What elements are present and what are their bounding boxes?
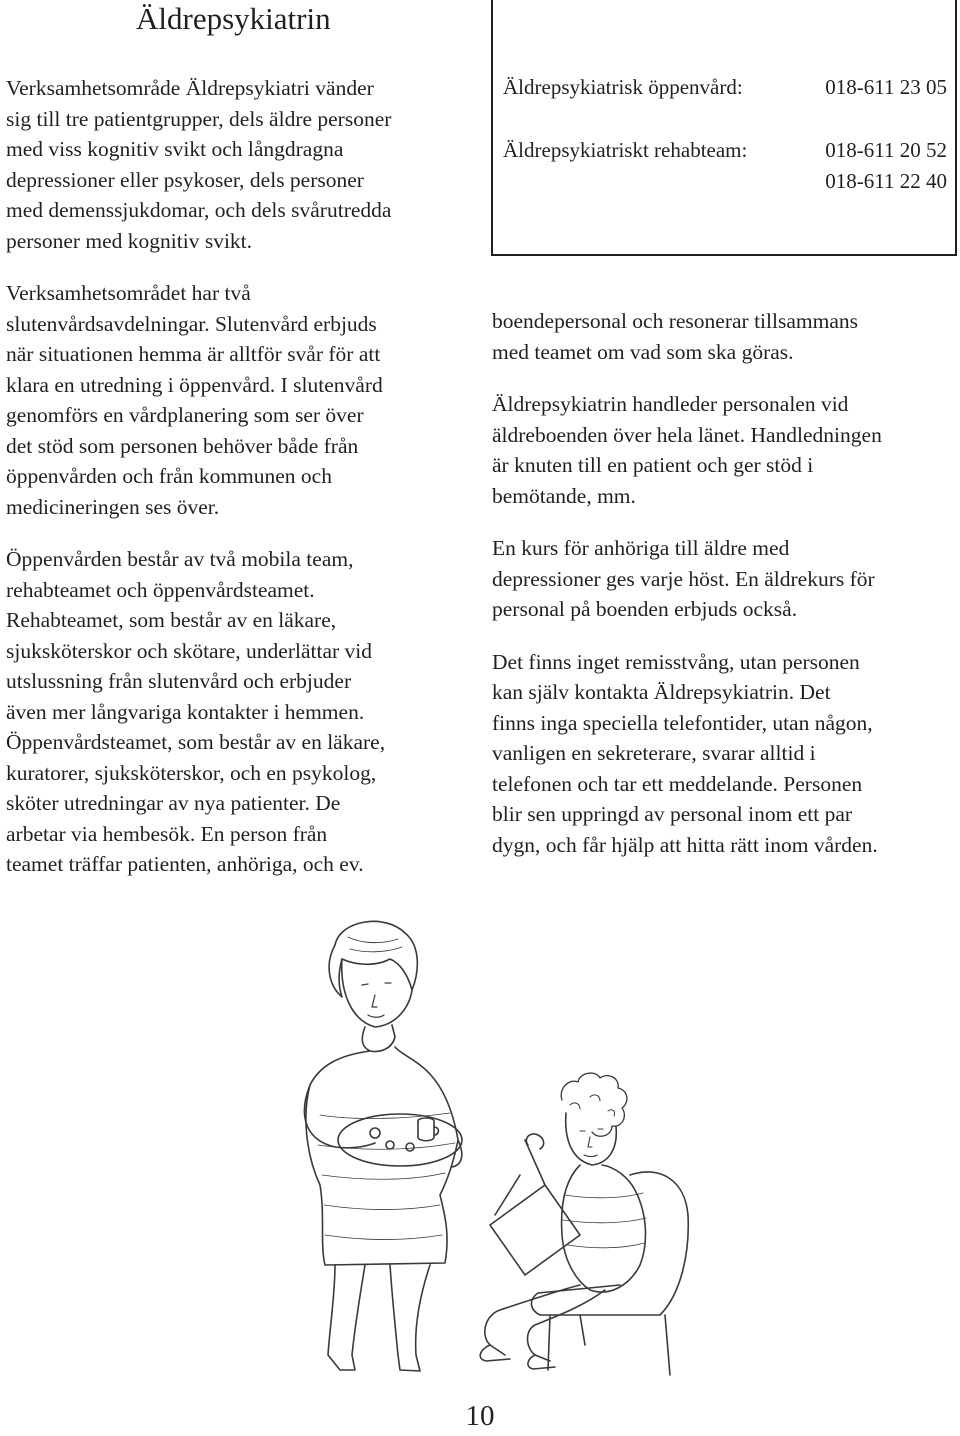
contact-label-outpatient: Äldrepsykiatrisk öppenvård: bbox=[503, 75, 743, 99]
page-title: Äldrepsykiatrin bbox=[136, 1, 331, 36]
inpatient-paragraph: Verksamhetsområdet har två slutenvårdsavdelningar. Slutenvård erbjuds när situationen hemma är alltför svår för att klara en utredning i öppenvård. I slutenvård genomförs en vårdplanering som ser över det stöd som personen behöver både från öppenvården och från kommunen och medicineringen ses över. bbox=[6, 281, 383, 519]
supervision-paragraph: Äldrepsykiatrin handleder personalen vid äldreboenden över hela länet. Handledningen är knuten till en patient och ger stöd i bemötande, mm. bbox=[492, 392, 882, 508]
staff-paragraph: boendepersonal och resonerar tillsammans med teamet om vad som ska göras. bbox=[492, 309, 858, 364]
right-column bbox=[492, 306, 954, 882]
referral-paragraph: Det finns inget remisstvång, utan personen kan själv kontakta Äldrepsykiatrin. Det finns inga speciella telefontider, utan någon, vanligen en sekreterare, svarar alltid i telefonen och tar ett meddelande. Personen blir sen uppringd av personal inom ett par dygn, och får hjälp att hitta rätt inom vården. bbox=[492, 649, 878, 857]
page-number: 10 bbox=[465, 1400, 495, 1432]
contact-row-rehab bbox=[503, 135, 947, 165]
phone-number-rehab-1: 018-611 20 52 bbox=[825, 138, 947, 162]
phone-number-rehab-2: 018-611 22 40 bbox=[825, 169, 947, 193]
course-paragraph: En kurs för anhöriga till äldre med depressioner ges varje höst. En äldrekurs för personal på boenden erbjuds också. bbox=[492, 536, 875, 621]
outpatient-paragraph: Öppenvården består av två mobila team, rehabteamet och öppenvårdsteamet. Rehabteamet, som består av en läkare, sjuksköterskor och skötare, underlättar vid utslussning från slutenvård och erbjuder även mer långvariga kontakter i hemmen. Öppenvårdsteamet, som består av en läkare, kuratorer, sjuksköterskor, och en psykolog, sköter utredningar av nya patienter. De arbetar via hembesök. En person från teamet träffar patienten, anhöriga, och ev. bbox=[6, 547, 386, 876]
contact-label-rehab: Äldrepsykiatriskt rehabteam: bbox=[503, 138, 748, 162]
left-column bbox=[6, 73, 476, 902]
contact-box bbox=[491, 0, 957, 256]
contact-row-outpatient bbox=[503, 72, 947, 102]
pencil-drawing-icon bbox=[280, 915, 700, 1385]
phone-number-outpatient: 018-611 23 05 bbox=[825, 75, 947, 99]
intro-paragraph: Verksamhetsområde Äldrepsykiatri vänder sig till tre patientgrupper, dels äldre personer med viss kognitiv svikt och långdragna depressioner eller psykoser, dels personer med demenssjukdomar, och dels svårutredda personer med kognitiv svikt. bbox=[6, 76, 392, 253]
